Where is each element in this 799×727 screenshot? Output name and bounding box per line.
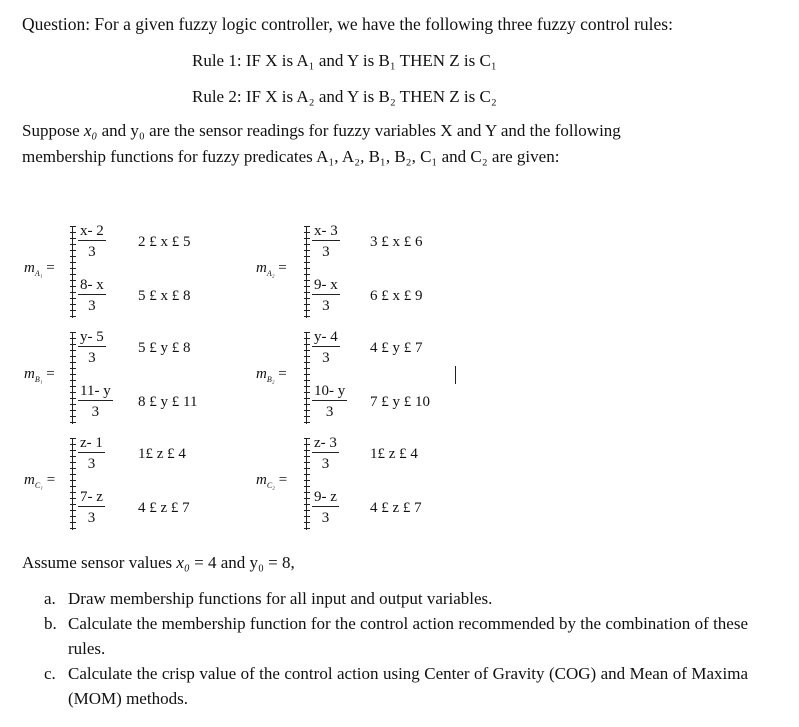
task-label: c. bbox=[44, 664, 56, 683]
fraction-numerator: x- 3 bbox=[314, 223, 338, 239]
fraction-denominator: 3 bbox=[87, 456, 96, 472]
question-text: Question: For a given fuzzy logic controller, we have the following three fuzzy control rules: bbox=[22, 14, 673, 34]
fraction bbox=[78, 488, 105, 527]
task-item-a bbox=[44, 586, 748, 611]
fraction-numerator: 10- y bbox=[314, 383, 346, 399]
domain-condition: 6 £ x £ 9 bbox=[370, 288, 423, 304]
suppose-text: Suppose bbox=[22, 121, 84, 140]
piecewise-brace bbox=[70, 438, 76, 530]
fraction-denominator: 3 bbox=[87, 510, 96, 526]
fraction-denominator: 3 bbox=[91, 404, 100, 420]
domain-condition: 5 £ x £ 8 bbox=[138, 288, 191, 304]
fraction-denominator: 3 bbox=[321, 456, 330, 472]
fraction bbox=[78, 328, 106, 367]
text-cursor bbox=[455, 366, 456, 384]
task-text: Calculate the membership function for the control action recommended by the combination of these rules. bbox=[68, 614, 748, 658]
fraction-denominator: 3 bbox=[88, 298, 96, 314]
domain-condition: 7 £ y £ 10 bbox=[370, 394, 430, 410]
assume-text: Assume sensor values bbox=[22, 553, 177, 572]
fraction-denominator: 3 bbox=[322, 244, 330, 260]
domain-condition: 1£ z £ 4 bbox=[370, 446, 418, 462]
domain-condition: 3 £ x £ 6 bbox=[370, 234, 423, 250]
fraction-numerator: 9- z bbox=[314, 489, 337, 505]
mu-label: $m_{A_1}$ = bbox=[24, 260, 55, 278]
task-label: b. bbox=[44, 614, 57, 633]
domain-condition: 8 £ y £ 11 bbox=[138, 394, 198, 410]
suppose-line-1 bbox=[22, 121, 621, 141]
domain-condition: 2 £ x £ 5 bbox=[138, 234, 191, 250]
task-item-b bbox=[44, 611, 748, 661]
mu-label: $m_{B_2}$ = bbox=[256, 366, 287, 384]
piecewise-brace bbox=[304, 438, 310, 530]
fraction bbox=[78, 222, 106, 261]
fraction bbox=[78, 434, 105, 473]
task-text: Draw membership functions for all input and output variables. bbox=[68, 589, 493, 608]
assume-text-cont: = 4 and y₀ = 8, bbox=[189, 553, 295, 572]
fraction-denominator: 3 bbox=[322, 298, 330, 314]
fraction bbox=[78, 276, 106, 315]
fraction-numerator: y- 4 bbox=[314, 329, 338, 345]
domain-condition: 4 £ z £ 7 bbox=[370, 500, 422, 516]
fraction bbox=[312, 434, 339, 473]
fraction-numerator: z- 3 bbox=[314, 435, 337, 451]
mu-label: $m_{C_2}$ = bbox=[256, 472, 288, 490]
fraction-numerator: x- 2 bbox=[80, 223, 104, 239]
fraction-denominator: 3 bbox=[322, 350, 330, 366]
fraction-numerator: 8- x bbox=[80, 277, 104, 293]
fraction-numerator: z- 1 bbox=[80, 435, 103, 451]
fraction-denominator: 3 bbox=[88, 244, 96, 260]
mu-label: $m_{A_2}$ = bbox=[256, 260, 287, 278]
mu-label: $m_{B_1}$ = bbox=[24, 366, 55, 384]
piecewise-brace bbox=[304, 226, 310, 318]
domain-condition: 1£ z £ 4 bbox=[138, 446, 186, 462]
fraction bbox=[312, 222, 340, 261]
domain-condition: 5 £ y £ 8 bbox=[138, 340, 191, 356]
rule-2: Rule 2: IF X is A₂ and Y is B₂ THEN Z is C₂ bbox=[192, 87, 497, 106]
suppose-line-2: membership functions for fuzzy predicates A₁, A₂, B₁, B₂, C₁ and C₂ are given: bbox=[22, 147, 560, 166]
task-list bbox=[44, 586, 748, 711]
fraction-denominator: 3 bbox=[321, 510, 330, 526]
fraction bbox=[312, 488, 339, 527]
fraction-denominator: 3 bbox=[88, 350, 96, 366]
piecewise-brace bbox=[70, 226, 76, 318]
assume-line bbox=[22, 553, 295, 573]
domain-condition: 4 £ y £ 7 bbox=[370, 340, 423, 356]
fraction bbox=[312, 276, 340, 315]
domain-condition: 4 £ z £ 7 bbox=[138, 500, 190, 516]
fraction bbox=[78, 382, 113, 421]
fraction-numerator: 11- y bbox=[80, 383, 111, 399]
fraction-numerator: 9- x bbox=[314, 277, 338, 293]
x0-symbol: x₀ bbox=[176, 553, 190, 572]
task-text: Calculate the crisp value of the control action using Center of Gravity (COG) and Mean of Maxima (MOM) methods. bbox=[68, 664, 748, 708]
task-label: a. bbox=[44, 589, 56, 608]
mu-label: $m_{C_1}$ = bbox=[24, 472, 56, 490]
fraction-numerator: y- 5 bbox=[80, 329, 104, 345]
fraction-numerator: 7- z bbox=[80, 489, 103, 505]
fraction-denominator: 3 bbox=[325, 404, 334, 420]
suppose-text-cont: and y₀ are the sensor readings for fuzzy variables X and Y and the following bbox=[97, 121, 621, 140]
fraction bbox=[312, 328, 340, 367]
piecewise-brace bbox=[304, 332, 310, 424]
x0-symbol: x₀ bbox=[83, 121, 98, 140]
fraction bbox=[312, 382, 347, 421]
rule-1: Rule 1: IF X is A₁ and Y is B₁ THEN Z is C₁ bbox=[192, 51, 497, 70]
task-item-c bbox=[44, 661, 748, 711]
piecewise-brace bbox=[70, 332, 76, 424]
